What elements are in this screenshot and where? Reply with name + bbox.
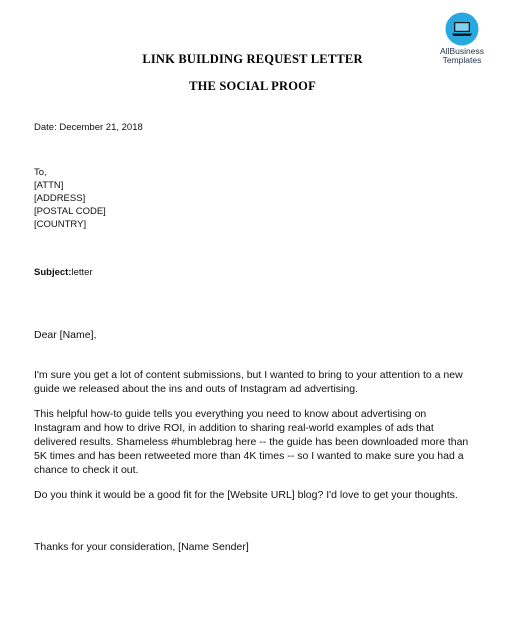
address-line: To, (34, 167, 47, 178)
address-line: [ADDRESS] (34, 193, 86, 204)
logo-line-2: Templates (442, 55, 482, 65)
address-line: [COUNTRY] (34, 219, 87, 230)
address-line: [ATTN] (34, 180, 64, 191)
paragraph: Do you think it would be a good fit for the [Website URL] blog? I'd love to get your thoughts. (34, 489, 458, 501)
laptop-icon (445, 12, 479, 46)
letter-title: LINK BUILDING REQUEST LETTER (142, 52, 363, 66)
subject-line (34, 266, 93, 279)
subject-label: Subject: (34, 267, 72, 278)
subject-value: letter (71, 267, 93, 278)
recipient-address (34, 166, 106, 231)
paragraph: I'm sure you get a lot of content submissions, but I wanted to bring to your attention to a new guide we released about the ins and outs of Instagram ad advertising. (34, 369, 463, 395)
letter-date: Date: December 21, 2018 (34, 122, 143, 133)
logo-line-1: AllBusiness (440, 46, 484, 56)
letter-subtitle: THE SOCIAL PROOF (189, 79, 316, 93)
greeting: Dear [Name], (34, 329, 97, 341)
address-line: [POSTAL CODE] (34, 206, 106, 217)
closing: Thanks for your consideration, [Name Sender] (34, 541, 249, 553)
paragraph: This helpful how-to guide tells you everything you need to know about advertising on Instagram and how to drive ROI, in addition to sharing real-world examples of ads that delivered results. Shameless #humblebrag here -- the guide has been downloaded more than 5K times and has been retweeted more than 4K times -- so I wanted to make sure you had a chance to check it out. (34, 408, 469, 476)
